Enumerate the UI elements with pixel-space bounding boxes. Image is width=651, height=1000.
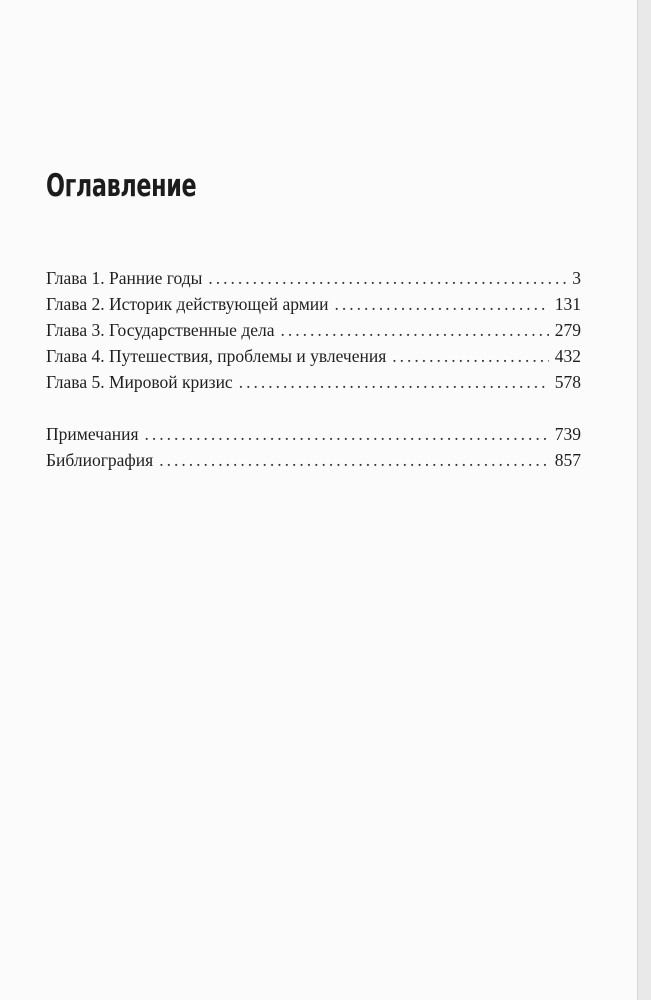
dot-leader <box>392 343 548 369</box>
toc-page-number: 857 <box>554 450 581 470</box>
dot-leader <box>208 265 566 291</box>
dot-leader <box>335 291 549 317</box>
toc-entry-notes[interactable] <box>46 421 581 447</box>
toc-entry-chapter-4[interactable] <box>46 343 581 369</box>
toc-entry-bibliography[interactable] <box>46 447 581 473</box>
page-title: Оглавление <box>46 168 197 204</box>
dot-leader <box>159 447 549 473</box>
back-matter-list <box>46 421 581 473</box>
page-edge-shadow <box>637 0 651 1000</box>
table-of-contents <box>46 265 581 473</box>
toc-entry-chapter-2[interactable] <box>46 291 581 317</box>
toc-page-number: 279 <box>554 320 581 340</box>
toc-page-number: 131 <box>554 294 581 314</box>
toc-entry-title: Глава 4. Путешествия, проблемы и увлечения <box>46 346 387 366</box>
toc-page-number: 3 <box>572 268 581 288</box>
chapter-list <box>46 265 581 395</box>
toc-entry-chapter-3[interactable] <box>46 317 581 343</box>
toc-entry-chapter-5[interactable] <box>46 369 581 395</box>
toc-entry-title: Глава 2. Историк действующей армии <box>46 294 329 314</box>
toc-entry-title: Библиография <box>46 450 154 470</box>
dot-leader <box>145 421 549 447</box>
toc-entry-chapter-1[interactable] <box>46 265 581 291</box>
toc-page-number: 432 <box>554 346 581 366</box>
toc-page-number: 739 <box>554 424 581 444</box>
toc-entry-title: Примечания <box>46 424 139 444</box>
toc-entry-title: Глава 3. Государственные дела <box>46 320 275 340</box>
toc-entry-title: Глава 5. Мировой кризис <box>46 372 233 392</box>
toc-page-number: 578 <box>554 372 581 392</box>
dot-leader <box>239 369 549 395</box>
toc-entry-title: Глава 1. Ранние годы <box>46 268 203 288</box>
dot-leader <box>281 317 549 343</box>
